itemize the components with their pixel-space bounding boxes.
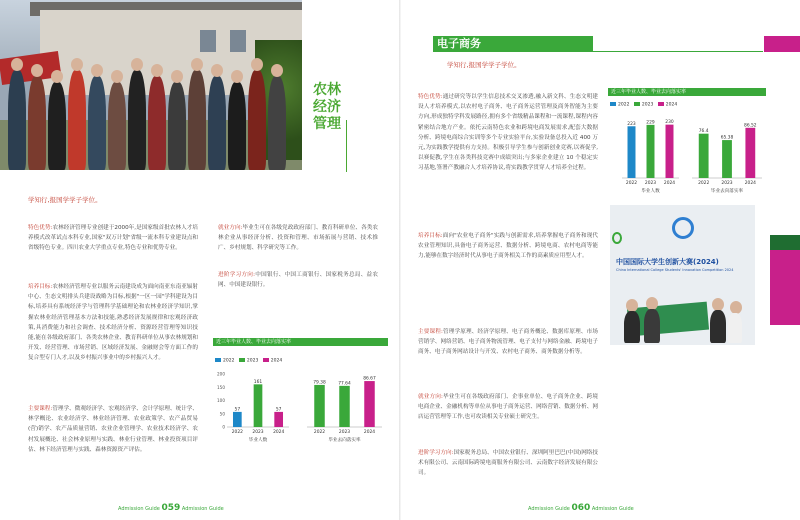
- paragraph-text: 毕业生可在各级党政政府部门、教育科研单位、各类农林企业从事经济分析、投资和管理、市场拓展与营销、技术推广、乡村规划、科学研究等工作。: [218, 225, 378, 252]
- group-photo: [0, 0, 302, 170]
- vertical-major-title: 农林经济管理: [313, 82, 341, 132]
- person-body: [644, 309, 660, 343]
- paragraph-lead: 进阶学习方向:: [418, 450, 454, 456]
- chart-header: 近三年毕业人数、毕业去向落实率: [213, 338, 388, 346]
- data-label: 57: [234, 407, 241, 413]
- legend-swatch: [634, 102, 640, 106]
- person-head: [51, 70, 63, 83]
- paragraph-text: 毕业生可在各级政府部门、企事业单位、电子商务企业、跨境电商企业、金融机构等单位从事电子商务运营、网络营销、数据分析、网店运营管理等工作,也可攻读相关专业硕士研究生。: [418, 394, 598, 421]
- person-head: [111, 70, 123, 83]
- x-axis-title: 毕业人数: [641, 189, 660, 194]
- university-logo-icon: [612, 232, 622, 244]
- competition-photo: [610, 205, 755, 345]
- legend-label: 2024: [665, 102, 678, 108]
- paragraph-text: 农林经济管理专业以服务云南建设成为面向南亚东南亚辐射中心、生态文明排头兵建设战略为目标,根据"一区一园"学科建设为目标,培养具有系统经济学与管理科学基础理论和农林业经济学知识,掌握农林业经济管理基本方法和技能,熟悉经济发展规律和宏观经济政策,具消费能力和社会调查、技术经济分析、资源经营管理等知识技能,能在各级政府部门、各类农林企业、教育科研单位从事农林规划和开发、经营管理、市场营销、区域经济发展、金融财会等方面工作的复合型专门人才,以及乡村振兴事业中的乡村振兴人才。: [28, 284, 198, 362]
- person-body: [28, 76, 46, 170]
- person-body: [188, 70, 206, 170]
- bar: [314, 385, 325, 427]
- person-body: [710, 310, 726, 343]
- accent-block: [770, 235, 800, 250]
- x-tick-label: 2024: [663, 181, 676, 186]
- footer-prefix: Admission Guide: [528, 506, 570, 512]
- paragraph-lead: 主要课程:: [418, 329, 443, 335]
- right-paragraph-goals: [418, 231, 598, 262]
- data-label: 161: [253, 379, 263, 385]
- major-title-bar: 电子商务: [433, 36, 593, 52]
- bar: [628, 126, 636, 178]
- title-rule: [346, 120, 347, 172]
- right-paragraph-courses: [418, 327, 598, 358]
- bar: [364, 381, 375, 427]
- right-chart: [608, 88, 766, 196]
- person-head: [251, 58, 263, 71]
- y-tick-label: 150: [217, 384, 225, 390]
- bar: [254, 384, 263, 427]
- left-paragraph-courses: [28, 404, 198, 455]
- photo-caption-sub: China International College Students' Innovation Competition 2024: [616, 268, 734, 272]
- x-axis-title: 毕业去向落实率: [328, 438, 361, 443]
- footer-suffix: Admission Guide: [591, 506, 634, 512]
- photo-window: [200, 30, 216, 52]
- person-head: [191, 58, 203, 71]
- right-paragraph-employers: [418, 448, 598, 479]
- paragraph-lead: 就业方向:: [218, 225, 243, 231]
- photo-caption-title: 中国国际大学生创新大赛(2024): [616, 258, 719, 266]
- person-head: [231, 70, 243, 83]
- legend-label: 2023: [641, 102, 654, 108]
- data-label: 223: [627, 121, 636, 127]
- page-number: 059: [161, 503, 181, 513]
- person-head: [91, 64, 103, 77]
- legend-swatch: [239, 358, 245, 362]
- x-axis-title: 毕业去向落实率: [710, 189, 744, 194]
- right-paragraph-features: [418, 92, 598, 174]
- bar-chart-placement-left: [301, 368, 386, 443]
- photo-window: [230, 30, 246, 52]
- x-axis-title: 毕业人数: [248, 438, 268, 443]
- paragraph-text: 管理学、微观经济学、宏观经济学、会计学原理、统计学、林学概论、农业经济学、林业经济管理、农业政策学、农产品贸易(营)销学、农产品质量营销、农业企业管理学、农业技术经济学、农村发展概论、社会林业原理与实践、林业行业管理、林业投资项目评估、林下经济管理与实践、森林资源资产评估。: [28, 406, 198, 453]
- footer-prefix: Admission Guide: [118, 506, 160, 512]
- paragraph-text: 中国银行、中国工商银行、国家税务总局、益农网、中国建设银行。: [218, 272, 378, 289]
- y-tick-label: 50: [219, 411, 225, 417]
- person-body: [88, 76, 106, 170]
- data-label: 65.38: [720, 135, 734, 141]
- x-tick-label: 2022: [231, 430, 243, 435]
- right-motto: 学知行,报国学学子学位。: [447, 61, 521, 69]
- person-head: [71, 58, 83, 71]
- data-label: 230: [665, 120, 674, 126]
- title-rule: [593, 51, 763, 52]
- person-body: [228, 82, 246, 170]
- paragraph-lead: 特色优势:: [418, 94, 443, 100]
- person-body: [108, 82, 126, 170]
- person-body: [624, 311, 640, 343]
- paragraph-text: 农林经济管理专业创建于2000年,是国家级首批农林人才培养模式改革试点本科专业,国家"双万计划"省级一流本科专业建设点和省级特色专业。四川农业大学重点专业,特色专业和优势专业。: [28, 225, 199, 252]
- data-label: 77.64: [338, 381, 351, 387]
- legend-label: 2022: [223, 358, 235, 364]
- paragraph-lead: 特色优势:: [28, 225, 53, 231]
- chart-legend: [610, 102, 677, 108]
- bar: [699, 134, 709, 178]
- person-body: [208, 76, 226, 170]
- data-label: 86.52: [744, 123, 757, 129]
- x-tick-label: 2024: [744, 181, 756, 186]
- paragraph-text: 国家税务总局、中国农业银行、深圳阿里巴巴(中国)网络技术有限公司、云南国际跨境电商服务有限公司、云南数字经济发展有限公司。: [418, 450, 598, 477]
- legend-swatch: [610, 102, 616, 106]
- person-body: [68, 70, 86, 170]
- person-head: [131, 58, 143, 71]
- bar: [666, 125, 674, 178]
- x-tick-label: 2023: [721, 181, 733, 186]
- legend-label: 2024: [270, 358, 283, 364]
- left-paragraph-career: [218, 223, 378, 254]
- paragraph-text: 管理学原理、经济学原理、电子商务概论、数据库原理、市场营销学、网络营销、电子商务物流管理、电子支付与网络金融、跨境电子商务、电子商务网站设计与开发、农村电子商务、商务数据分析等。: [418, 329, 598, 356]
- x-tick-label: 2023: [252, 430, 264, 435]
- bar-chart-placement-right: [686, 114, 766, 194]
- person-head: [11, 58, 23, 71]
- bar-chart-graduates-left: [213, 368, 293, 443]
- footer-suffix: Admission Guide: [181, 506, 224, 512]
- x-tick-label: 2022: [698, 181, 710, 186]
- y-tick-label: 200: [217, 371, 225, 377]
- left-page-footer: [118, 503, 224, 513]
- person-body: [128, 70, 146, 170]
- right-paragraph-career: [418, 392, 598, 423]
- legend-label: 2022: [618, 102, 630, 108]
- x-tick-label: 2023: [644, 181, 657, 186]
- x-tick-label: 2024: [363, 430, 376, 435]
- bar: [722, 140, 732, 178]
- x-tick-label: 2024: [273, 430, 285, 435]
- data-label: 79.38: [313, 380, 326, 386]
- person-body: [248, 70, 266, 170]
- person-body: [268, 76, 286, 170]
- left-paragraph-goals: [28, 282, 198, 364]
- competition-logo-icon: [672, 217, 694, 239]
- team-people: [622, 293, 742, 343]
- accent-block: [770, 250, 800, 325]
- x-tick-label: 2023: [338, 430, 351, 435]
- person-head: [211, 64, 223, 77]
- paragraph-lead: 培养目标:: [418, 233, 443, 239]
- bar: [233, 412, 242, 427]
- person-head: [151, 64, 163, 77]
- person-body: [8, 70, 26, 170]
- bar: [274, 412, 283, 427]
- data-label: 76.4: [698, 129, 709, 135]
- bar: [647, 125, 655, 178]
- bar: [339, 386, 350, 427]
- left-chart: [213, 338, 388, 443]
- chart-legend: [215, 358, 282, 364]
- paragraph-lead: 就业方向:: [418, 394, 443, 400]
- bar: [745, 128, 755, 178]
- y-tick-label: 100: [217, 398, 225, 403]
- left-paragraph-employers: [218, 270, 378, 290]
- legend-swatch: [263, 358, 269, 362]
- person-head: [171, 70, 183, 83]
- data-label: 86.67: [363, 376, 376, 382]
- paragraph-lead: 主要课程:: [28, 406, 53, 412]
- y-tick-label: 0: [222, 424, 225, 430]
- paragraph-text: 通过研究等以学生信息技术交叉渗透,融入新文科、生态文明建设人才培养模式,以农村电子商务、电子商务运营管理及商务智能为主要方向,形成独特学科发展路径,拥有多个省级精品课程和一流课程,课程内容紧密结合地方产业。依托云南特色农业和跨境电商发展需求,配套大数据分析、跨境电商综合实训等多个专业实验平台,实验设备总投入近 400 万元,为实践教学提供有力支持。积极引导学生参与创新创业竞赛,以赛促学,以赛促教,学生在各类科技竞赛中成绩突出;与多家企业建立 10 个稳定实习基地,签署产教融合人才培养协议,将实践教学贯穿人才培养全过程。: [418, 94, 598, 172]
- person-body: [168, 82, 186, 170]
- bar-chart-graduates-right: [608, 114, 683, 194]
- legend-label: 2023: [246, 358, 259, 364]
- person-head: [271, 64, 283, 77]
- right-page-footer: [528, 503, 634, 513]
- person-body: [48, 82, 66, 170]
- left-paragraph-features: [28, 223, 198, 254]
- left-motto: 学知行,报国学学子学位。: [28, 196, 102, 204]
- legend-swatch: [215, 358, 221, 362]
- paragraph-text: 面向"农业电子商务"实践与创新需求,培养掌握电子商务和现代农业管理知识,具备电子商务运营、数据分析、跨境电商、农村电商等能力,能够在数字经济时代从事电子商务相关工作的高素质应用型人才。: [418, 233, 598, 260]
- data-label: 229: [646, 120, 655, 126]
- data-label: 57: [275, 407, 282, 413]
- person-body: [728, 313, 742, 343]
- paragraph-lead: 进阶学习方向:: [218, 272, 256, 278]
- chart-header: 近三年毕业人数、毕业去向落实率: [608, 88, 766, 96]
- paragraph-lead: 培养目标:: [28, 284, 53, 290]
- accent-block: [764, 36, 800, 52]
- person-body: [148, 76, 166, 170]
- page-number: 060: [571, 503, 591, 513]
- person-head: [31, 64, 43, 77]
- x-tick-label: 2022: [625, 181, 638, 186]
- legend-swatch: [658, 102, 664, 106]
- x-tick-label: 2022: [313, 430, 326, 435]
